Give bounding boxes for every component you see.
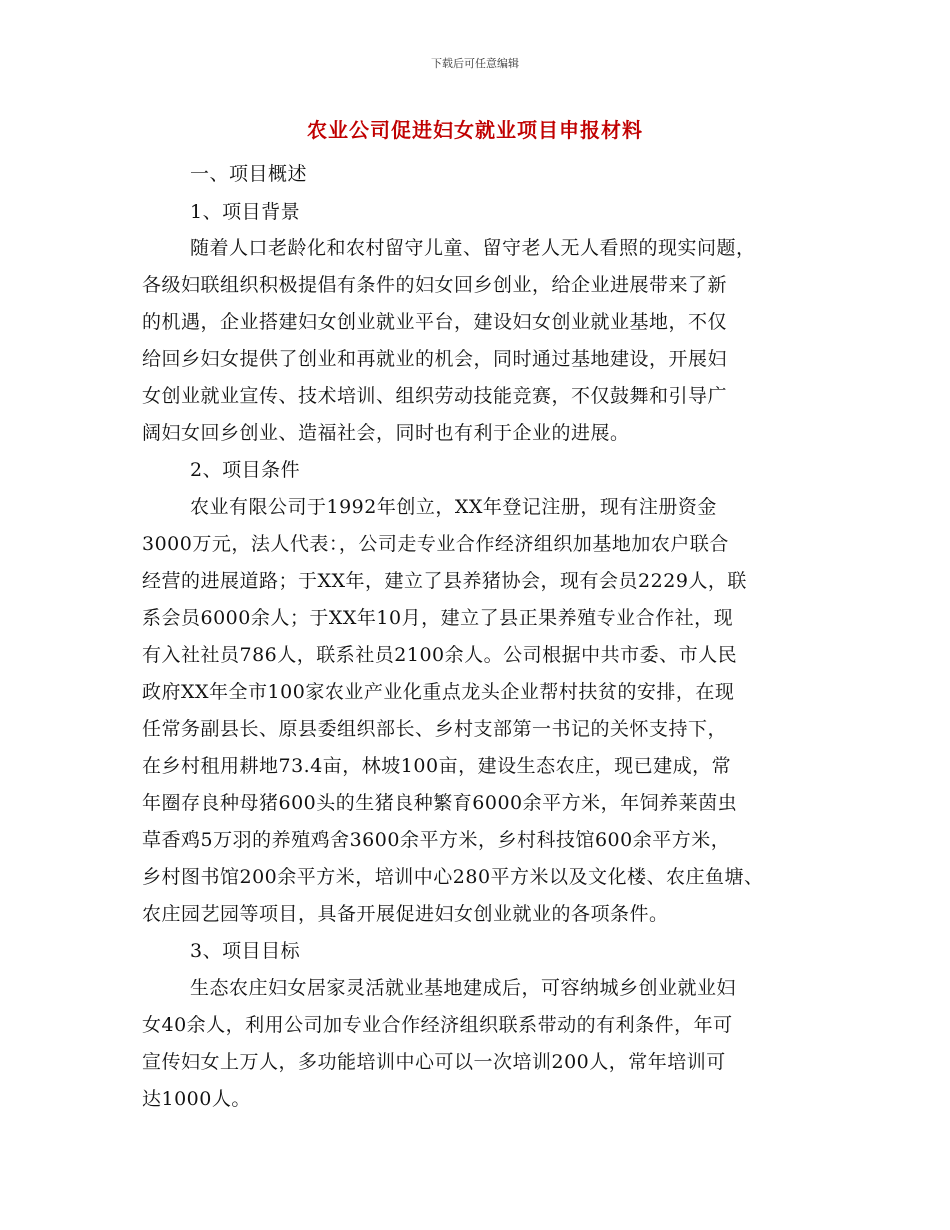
paragraph-line: 年圈存良种母猪600头的生猪良种繁育6000余平方米，年饲养莱茵虫 [142, 792, 738, 814]
paragraph-line: 农业有限公司于1992年创立，XX年登记注册，现有注册资金 [190, 496, 717, 518]
paragraph-line: 随着人口老龄化和农村留守儿童、留守老人无人看照的现实问题， [190, 237, 756, 259]
paragraph-line: 经营的进展道路；于XX年，建立了县养猪协会，现有会员2229人，联 [142, 570, 747, 592]
paragraph-line: 3000万元，法人代表：，公司走专业合作经济组织加基地加农户联合 [142, 533, 729, 555]
paragraph-line: 乡村图书馆200余平方米，培训中心280平方米以及文化楼、农庄鱼塘、 [142, 866, 764, 888]
subheading-background: 1、项目背景 [190, 201, 301, 223]
subheading-conditions: 2、项目条件 [190, 459, 301, 481]
paragraph-line: 草香鸡5万羽的养殖鸡舍3600余平方米，乡村科技馆600余平方米， [142, 829, 731, 851]
paragraph-line: 女创业就业宣传、技术培训、组织劳动技能竞赛，不仅鼓舞和引导广 [142, 385, 728, 407]
paragraph-line: 各级妇联组织积极提倡有条件的妇女回乡创业，给企业进展带来了新 [142, 274, 728, 296]
paragraph-line: 给回乡妇女提供了创业和再就业的机会，同时通过基地建设，开展妇 [142, 348, 728, 370]
paragraph-line: 的机遇，企业搭建妇女创业就业平台，建设妇女创业就业基地，不仅 [142, 311, 728, 333]
header-note: 下载后可任意编辑 [431, 57, 519, 70]
paragraph-line: 生态农庄妇女居家灵活就业基地建成后，可容纳城乡创业就业妇 [190, 977, 737, 999]
paragraph-line: 政府XX年全市100家农业产业化重点龙头企业帮村扶贫的安排，在现 [142, 681, 735, 703]
paragraph-line: 达1000人。 [142, 1088, 251, 1110]
paragraph-line: 系会员6000余人；于XX年10月，建立了县正果养殖专业合作社，现 [142, 607, 734, 629]
paragraph-line: 宣传妇女上万人，多功能培训中心可以一次培训200人，常年培训可 [142, 1051, 726, 1073]
paragraph-line: 农庄园艺园等项目，具备开展促进妇女创业就业的各项条件。 [142, 903, 669, 925]
paragraph-line: 女40余人，利用公司加专业合作经济组织联系带动的有利条件，年可 [142, 1014, 733, 1036]
section-heading-overview: 一、项目概述 [190, 163, 308, 185]
paragraph-line: 在乡村租用耕地73.4亩，林坡100亩，建设生态农庄，现已建成，常 [142, 755, 732, 777]
subheading-goal: 3、项目目标 [190, 940, 301, 962]
paragraph-line: 任常务副县长、原县委组织部长、乡村支部第一书记的关怀支持下， [142, 718, 728, 740]
paragraph-line: 有入社社员786人，联系社员2100余人。公司根据中共市委、市人民 [142, 644, 738, 666]
document-title: 农业公司促进妇女就业项目申报材料 [307, 118, 643, 142]
paragraph-line: 阔妇女回乡创业、造福社会，同时也有利于企业的进展。 [142, 422, 630, 444]
